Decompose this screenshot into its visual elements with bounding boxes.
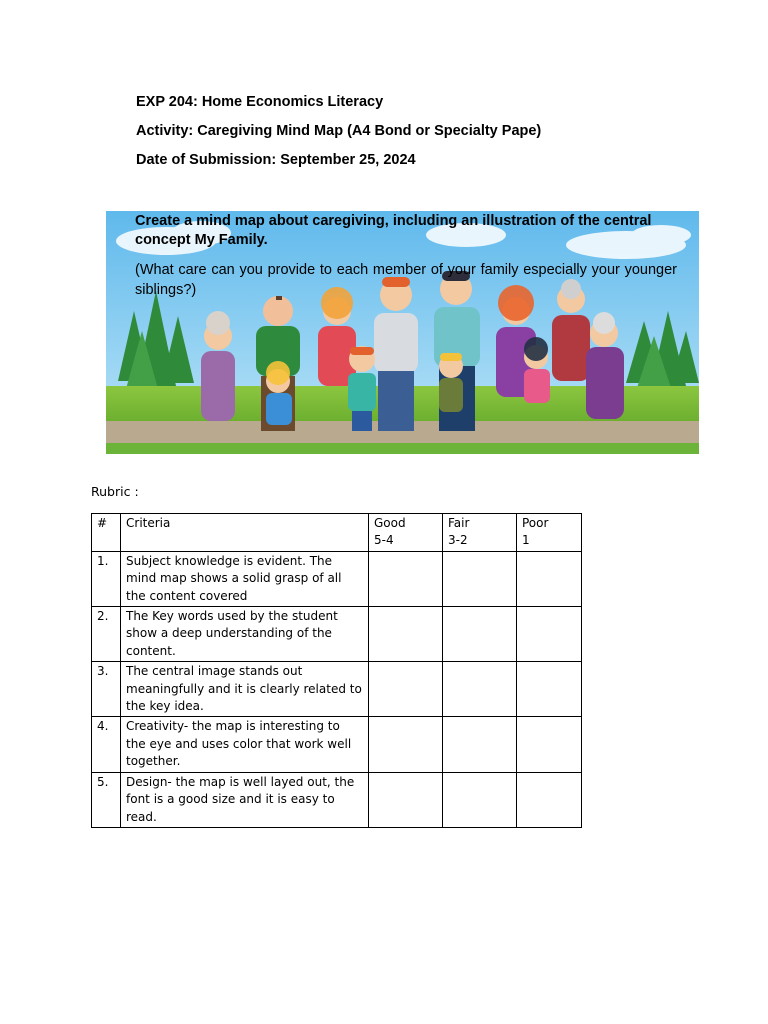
row-criteria: The Key words used by the student show a deep understanding of the content. bbox=[121, 607, 369, 662]
fair-score-cell bbox=[443, 607, 517, 662]
header-poor bbox=[517, 514, 582, 552]
header-poor-range: 1 bbox=[522, 533, 530, 548]
row-num: 4. bbox=[92, 717, 121, 772]
header-good-label: Good bbox=[374, 516, 406, 530]
fair-score-cell bbox=[443, 772, 517, 827]
header-good-range: 5-4 bbox=[374, 533, 394, 548]
poor-score-cell bbox=[517, 772, 582, 827]
poor-score-cell bbox=[517, 551, 582, 606]
fair-score-cell bbox=[443, 551, 517, 606]
row-num: 1. bbox=[92, 551, 121, 606]
poor-score-cell bbox=[517, 662, 582, 717]
row-num: 2. bbox=[92, 607, 121, 662]
row-num: 5. bbox=[92, 772, 121, 827]
good-score-cell bbox=[369, 551, 443, 606]
table-row bbox=[92, 717, 582, 772]
header-fair bbox=[443, 514, 517, 552]
poor-score-cell bbox=[517, 607, 582, 662]
good-score-cell bbox=[369, 607, 443, 662]
header-criteria: Criteria bbox=[121, 514, 369, 552]
header-good bbox=[369, 514, 443, 552]
header-poor-label: Poor bbox=[522, 516, 549, 530]
mind-map-instruction: Create a mind map about caregiving, including an illustration of the central concept My Family. bbox=[135, 213, 652, 248]
rubric-label: Rubric : bbox=[91, 484, 139, 499]
header-fair-label: Fair bbox=[448, 516, 470, 530]
row-criteria: Creativity- the map is interesting to the eye and uses color that work well together. bbox=[121, 717, 369, 772]
rubric-table bbox=[91, 513, 582, 828]
good-score-cell bbox=[369, 772, 443, 827]
fair-score-cell bbox=[443, 717, 517, 772]
header-fair-range: 3-2 bbox=[448, 533, 468, 548]
table-row bbox=[92, 772, 582, 827]
good-score-cell bbox=[369, 717, 443, 772]
poor-score-cell bbox=[517, 717, 582, 772]
row-num: 3. bbox=[92, 662, 121, 717]
table-row bbox=[92, 551, 582, 606]
submission-date: Date of Submission: September 25, 2024 bbox=[136, 152, 416, 168]
table-row bbox=[92, 662, 582, 717]
row-criteria: Design- the map is well layed out, the font is a good size and it is easy to read. bbox=[121, 772, 369, 827]
table-row bbox=[92, 607, 582, 662]
header-num: # bbox=[92, 514, 121, 552]
course-title: EXP 204: Home Economics Literacy bbox=[136, 94, 384, 110]
row-criteria: Subject knowledge is evident. The mind map shows a solid grasp of all the content covered bbox=[121, 551, 369, 606]
fair-score-cell bbox=[443, 662, 517, 717]
rubric-header-row bbox=[92, 514, 582, 552]
row-criteria: The central image stands out meaningfully and it is clearly related to the key idea. bbox=[121, 662, 369, 717]
guiding-question: (What care can you provide to each member of your family especially your younger siblings?) bbox=[135, 262, 677, 298]
good-score-cell bbox=[369, 662, 443, 717]
activity-line: Activity: Caregiving Mind Map (A4 Bond or Specialty Pape) bbox=[136, 123, 542, 139]
